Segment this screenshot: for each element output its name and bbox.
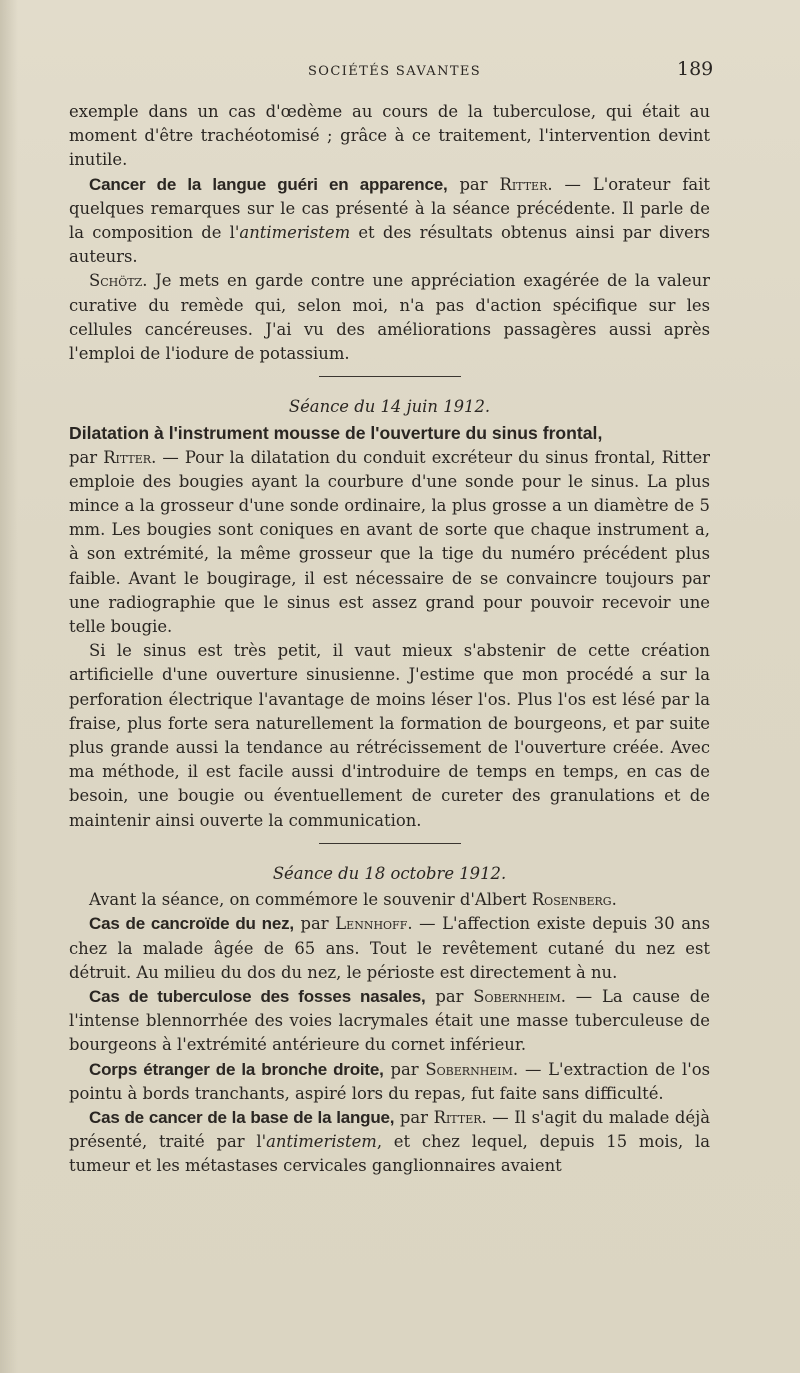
person-name: Rosenberg (531, 890, 612, 910)
paragraph-rosenberg: Avant la séance, on commémore le souvenir d'Albert Rosenberg. (89, 890, 617, 910)
section-heading: Cancer de la langue guéri en apparence, (89, 174, 448, 194)
paragraph-dilatation: par Ritter. — Pour la dilatation du conduit excréteur du sinus frontal, Ritter emploie des bougies ayant la courbure d'une sonde pour le sinus. La plus mince a la grosseur d'une sonde ordinaire, la plus grosse a un diamètre de 5 mm. Les bougies sont coniques en avant de sorte que chaque instrument a, à son extrémité, la même grosseur que la tige du numéro précédent plus faible. Avant le bougirage, il est nécessaire de se convaincre toujours par une radiographie que le sinus est assez grand pour pouvoir recevoir une telle bougie. (69, 447, 710, 637)
paragraph-corps-etranger: Corps étranger de la bronche droite, par Sobernheim. — L'extraction de l'os pointu à bords tranchants, aspiré lors du repas, fut faite sans difficulté. (69, 1059, 710, 1103)
author-name: Sobernheim (473, 986, 561, 1006)
author-name: Sobernheim (425, 1059, 513, 1079)
paragraph-sinus: Si le sinus est très petit, il vaut mieux s'abstenir de cette création artificielle d'une ouverture sinusienne. J'estime que mon procédé a sur la perforation électrique l'avantage de moins léser l'os. Plus l'os est lésé par la fraise, plus forte sera naturellement la formation de bourgeons, et par suite plus grande aussi la tendance au rétrécissement de l'ouverture créée. Avec ma méthode, il est facile aussi d'introduire de temps en temps, en cas de besoin, une bougie ou éventuellement de cureter des granulations et de maintenir ainsi ouverte la communication. (69, 641, 710, 830)
page-body (69, 100, 710, 1179)
paragraph-cancer-langue: Cancer de la langue guéri en apparence, par Ritter. — L'orateur fait quelques remarques sur le cas présenté à la séance précédente. Il parle de la composition de l'antimeristem et des résultats obtenus ainsi par divers auteurs. (69, 174, 710, 267)
section-divider (319, 843, 461, 844)
author-name: Lennhoff (335, 914, 408, 934)
paragraph-cancroide: Cas de cancroïde du nez, par Lennhoff. — L'affection existe depuis 30 ans chez la malade âgée de 65 ans. Tout le revêtement cutané du nez est détruit. Au milieu du dos du nez, le périoste est directement à nu. (69, 914, 710, 982)
section-heading: Corps étranger de la bronche droite, (89, 1059, 384, 1079)
author-name: Ritter (433, 1107, 482, 1127)
paragraph-schotz: Schötz. Je mets en garde contre une appréciation exagérée de la valeur curative du remède qui, selon moi, n'a pas d'action spécifique sur les cellules cancéreuses. J'ai vu des améliorations passagères aussi après l'emploi de l'iodure de potassium. (69, 271, 710, 364)
section-heading: Cas de cancroïde du nez, (89, 914, 294, 934)
page-number: 189 (677, 58, 714, 80)
running-title: SOCIÉTÉS SAVANTES (308, 64, 482, 79)
section-heading: Cas de cancer de la base de la langue, (89, 1107, 395, 1127)
paragraph-1: exemple dans un cas d'œdème au cours de la tuberculose, qui était au moment d'être trachéotomisé ; grâce à ce traitement, l'intervention devint inutile. (69, 102, 710, 170)
page-gutter-shadow (0, 0, 18, 1373)
paragraph-tuberculose: Cas de tuberculose des fosses nasales, par Sobernheim. — La cause de l'intense blennorrhée des voies lacrymales était une masse tuberculeuse de bourgeons à l'extrémité antérieure du cornet inférieur. (69, 986, 710, 1055)
author-name: Ritter (499, 174, 548, 194)
section-divider (319, 376, 461, 377)
page-header (0, 58, 800, 88)
paragraph-cancer-base-langue: Cas de cancer de la base de la langue, par Ritter. — Il s'agit du malade déjà présenté, traité par l'antimeristem, et chez lequel, depuis 15 mois, la tumeur et les métastases cervicales ganglionnaires avaient (69, 1107, 710, 1176)
author-name: Ritter (103, 447, 152, 467)
seance-heading: Séance du 14 juin 1912. (288, 397, 491, 417)
section-heading: Cas de tuberculose des fosses nasales, (89, 986, 426, 1006)
seance-heading: Séance du 18 octobre 1912. (272, 863, 507, 883)
section-heading: Dilatation à l'instrument mousse de l'ouverture du sinus frontal, (69, 423, 603, 444)
author-name: Schötz (89, 271, 143, 291)
